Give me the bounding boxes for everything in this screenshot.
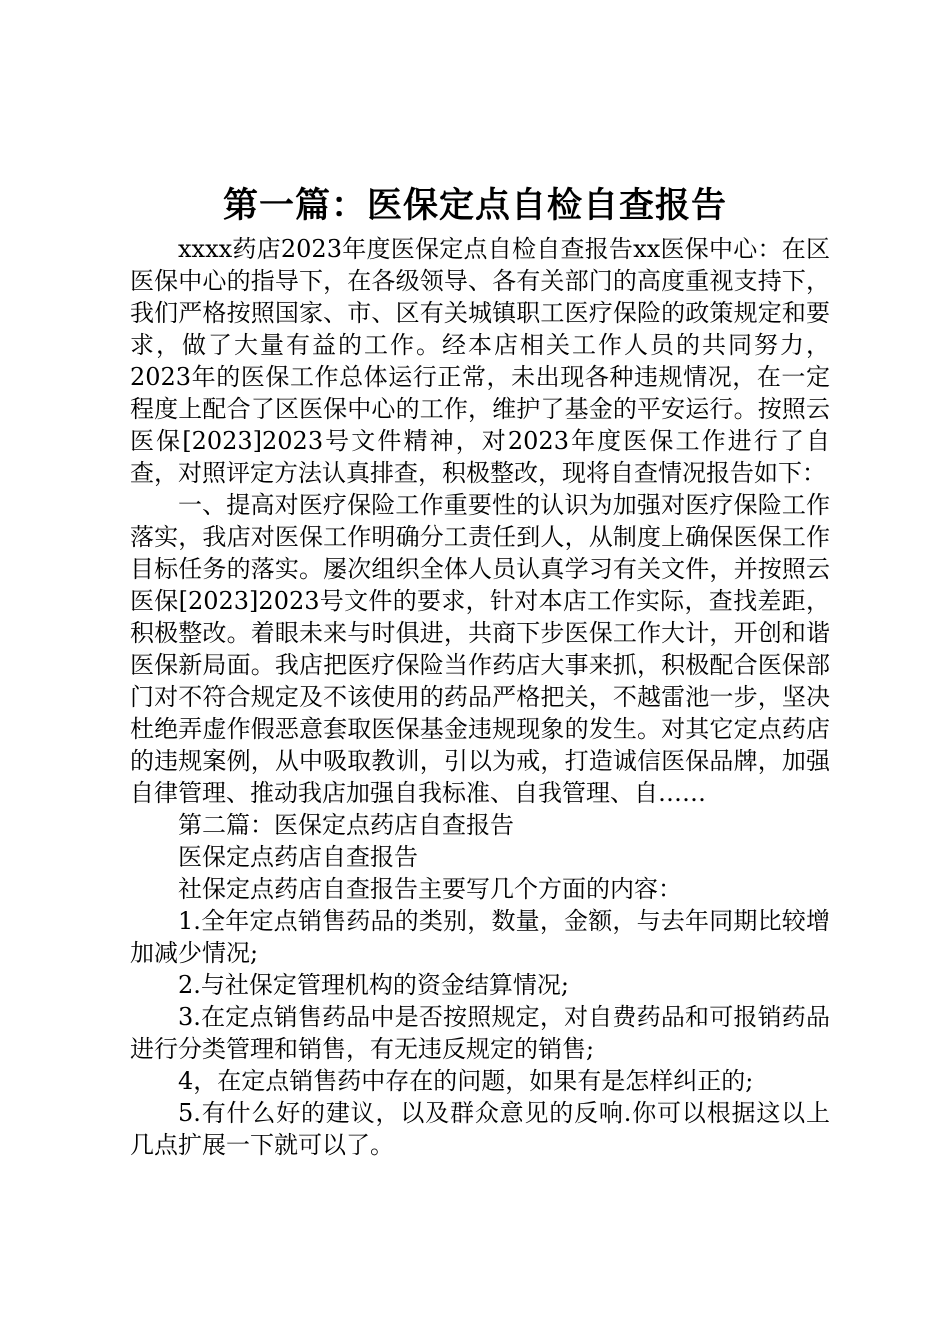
paragraph-second-title: 第二篇：医保定点药店自查报告 [178,811,514,839]
list-item-4: 4，在定点销售药中存在的问题，如果有是怎样纠正的; [178,1067,754,1095]
list-item-2: 2.与社保定管理机构的资金结算情况; [178,971,569,999]
document-body [130,233,830,1161]
list-item-5: 5.有什么好的建议，以及群众意见的反响.你可以根据这以上几点扩展一下就可以了。 [130,1099,830,1159]
document-title: 第一篇：医保定点自检自查报告 [222,186,727,226]
paragraph-report-name: 医保定点药店自查报告 [178,843,418,871]
paragraph-intro: xxxx药店2023年度医保定点自检自查报告xx医保中心：在区医保中心的指导下，在各级领导、各有关部门的高度重视支持下，我们严格按照国家、市、区有关城镇职工医疗保险的政策规定和要求，做了大量有益的工作。经本店相关工作人员的共同努力，2023年的医保工作总体运行正常，未出现各种违规情况，在一定程度上配合了区医保中心的工作，维护了基金的平安运行。按照云医保[2023]2023号文件精神，对2023年度医保工作进行了自查，对照评定方法认真排查，积极整改，现将自查情况报告如下： [130,235,830,487]
paragraph-report-content-intro: 社保定点药店自查报告主要写几个方面的内容： [178,875,682,903]
paragraph-section-one: 一、提高对医疗保险工作重要性的认识为加强对医疗保险工作落实，我店对医保工作明确分工责任到人，从制度上确保医保工作目标任务的落实。屡次组织全体人员认真学习有关文件，并按照云医保[2023]2023号文件的要求，针对本店工作实际，查找差距，积极整改。着眼未来与时俱进，共商下步医保工作大计，开创和谐医保新局面。我店把医疗保险当作药店大事来抓，积极配合医保部门对不符合规定及不该使用的药品严格把关，不越雷池一步，坚决杜绝弄虚作假恶意套取医保基金违规现象的发生。对其它定点药店的违规案例，从中吸取教训，引以为戒，打造诚信医保品牌，加强自律管理、推动我店加强自我标准、自我管理、自…… [130,491,830,807]
list-item-1: 1.全年定点销售药品的类别，数量，金额，与去年同期比较增加减少情况; [130,907,830,967]
list-item-3: 3.在定点销售药品中是否按照规定，对自费药品和可报销药品进行分类管理和销售，有无违反规定的销售; [130,1003,830,1063]
